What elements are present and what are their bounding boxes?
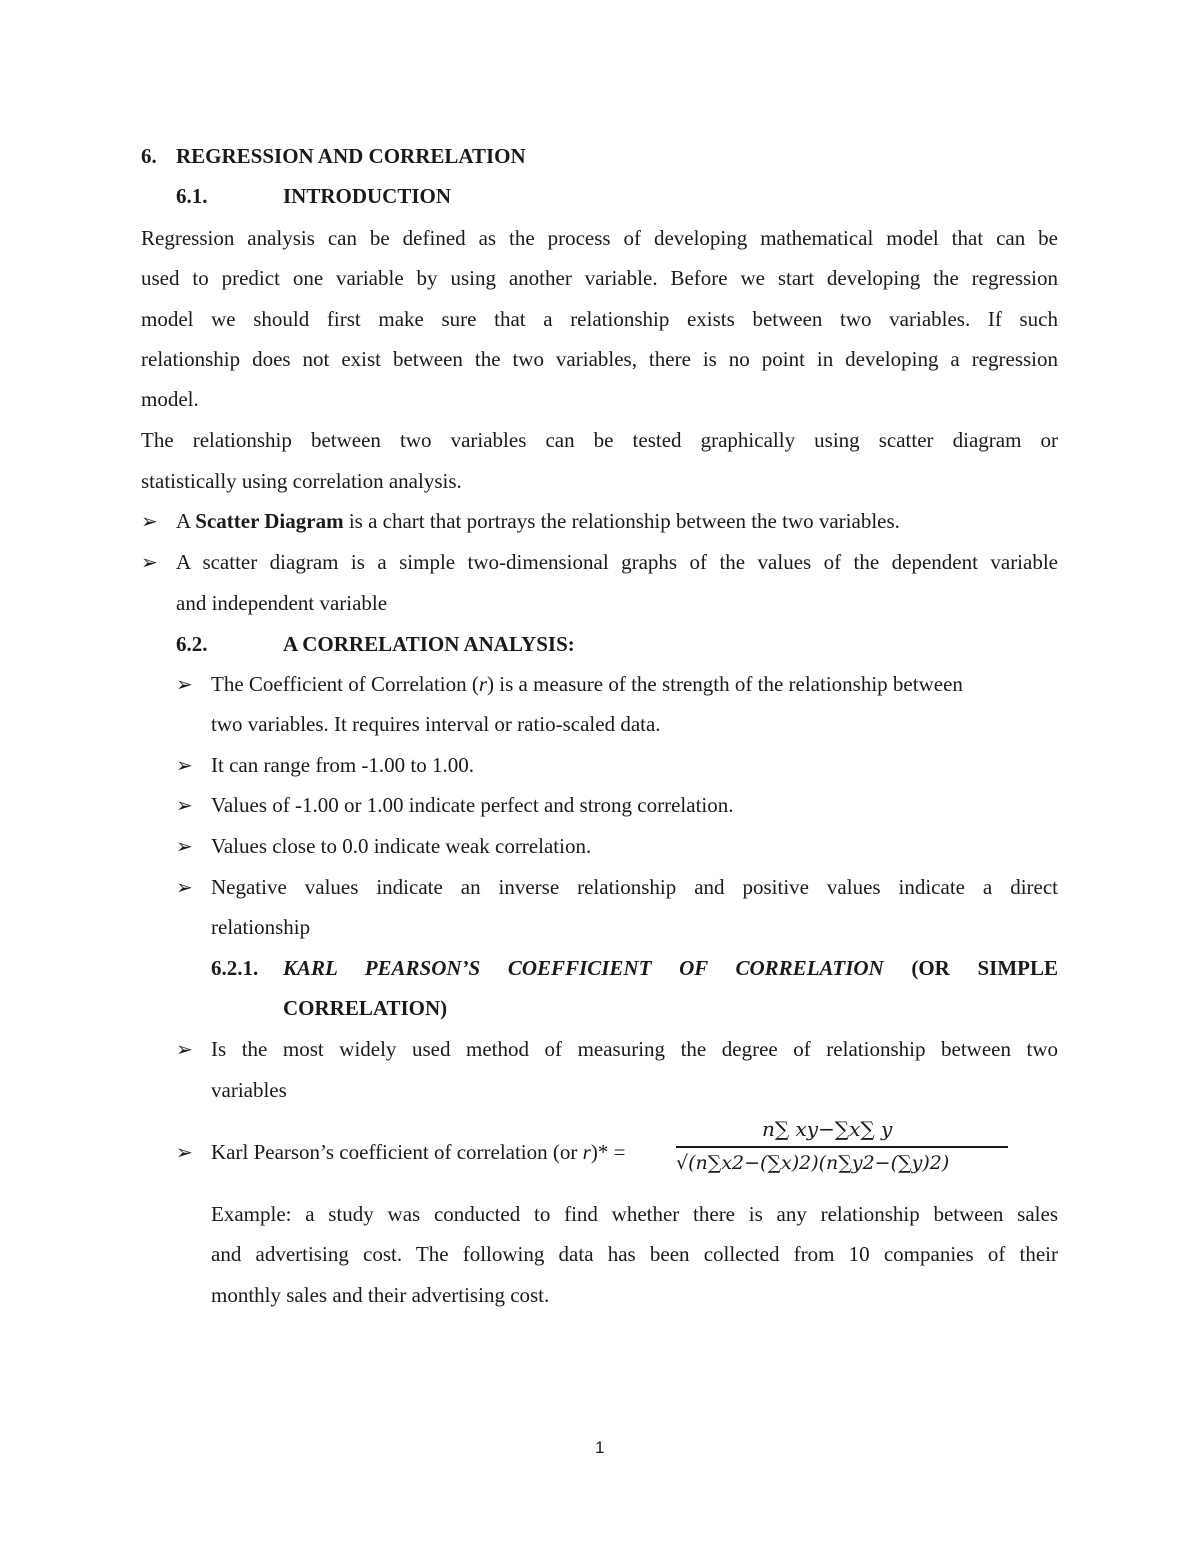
page-number: 1 <box>595 1438 605 1457</box>
scatter-diagram-term: Scatter Diagram <box>195 509 344 533</box>
correlation-bullet5-line2: relationship <box>211 915 311 939</box>
intro-para2-line2: statistically using correlation analysis. <box>141 469 462 493</box>
intro-bullet1-prefix: A <box>176 509 196 533</box>
intro-para1-line2: used to predict one variable by using another variable. Before we start developing the regression <box>141 266 1058 290</box>
formula-numerator: n∑ xy−∑x∑ y <box>762 1117 893 1141</box>
correlation-bullet1-line2: two variables. It requires interval or ratio-scaled data. <box>211 712 661 736</box>
arrow-bullet-icon: ➢ <box>176 753 193 777</box>
intro-para1-line3: model we should first make sure that a relationship exists between two variables. If such <box>141 307 1058 331</box>
correlation-bullet1-line1 <box>211 670 963 698</box>
arrow-bullet-icon: ➢ <box>176 875 193 899</box>
pearson-title-rest: (OR SIMPLE <box>911 956 1058 980</box>
section-number: 6. <box>141 144 157 168</box>
example-line2: and advertising cost. The following data has been collected from 10 companies of their <box>211 1242 1058 1266</box>
intro-para1-line1: Regression analysis can be defined as the process of developing mathematical model that can be <box>141 226 1058 250</box>
example-line1: Example: a study was conducted to find whether there is any relationship between sales <box>211 1202 1058 1226</box>
intro-title: INTRODUCTION <box>283 184 452 208</box>
correlation-bullet2: It can range from -1.00 to 1.00. <box>211 753 475 777</box>
intro-para1-line5: model. <box>141 387 199 411</box>
pearson-number: 6.2.1. <box>211 956 259 980</box>
arrow-bullet-icon: ➢ <box>176 1140 193 1164</box>
arrow-bullet-icon: ➢ <box>141 509 158 533</box>
section-title: REGRESSION AND CORRELATION <box>176 144 526 168</box>
correlation-bullet4: Values close to 0.0 indicate weak correlation. <box>211 834 592 858</box>
correlation-bullet5-line1: Negative values indicate an inverse relationship and positive values indicate a direct <box>211 875 1058 899</box>
pearson-bullet1-line2: variables <box>211 1078 287 1102</box>
example-line3: monthly sales and their advertising cost. <box>211 1283 550 1307</box>
intro-para2-line1: The relationship between two variables can be tested graphically using scatter diagram or <box>141 428 1058 452</box>
intro-number: 6.1. <box>176 184 208 208</box>
intro-bullet2-line1: A scatter diagram is a simple two-dimensional graphs of the values of the dependent variable <box>176 550 1058 574</box>
arrow-bullet-icon: ➢ <box>141 550 158 574</box>
pearson-title-line2: CORRELATION) <box>283 996 448 1020</box>
correlation-bullet3: Values of -1.00 or 1.00 indicate perfect and strong correlation. <box>211 793 734 817</box>
intro-bullet1-rest: is a chart that portrays the relationship between the two variables. <box>343 509 900 533</box>
pearson-bullet2-post: )* = <box>590 1140 626 1164</box>
intro-para1-line4: relationship does not exist between the two variables, there is no point in developing a regression <box>141 347 1058 371</box>
correlation-bullet1-pre: The Coefficient of Correlation ( <box>211 672 479 696</box>
correlation-bullet1-post: ) is a measure of the strength of the relationship between <box>487 672 963 696</box>
pearson-bullet2 <box>211 1138 625 1166</box>
intro-bullet1 <box>176 507 900 535</box>
correlation-title: A CORRELATION ANALYSIS: <box>283 632 575 656</box>
r-symbol: r <box>478 672 488 696</box>
arrow-bullet-icon: ➢ <box>176 793 193 817</box>
arrow-bullet-icon: ➢ <box>176 1037 193 1061</box>
formula-denominator: √(n∑x2−(∑x)2)(n∑y2−(∑y)2) <box>676 1152 950 1174</box>
r-symbol: r <box>582 1140 591 1164</box>
pearson-title-italic: KARL PEARSON’S COEFFICIENT OF CORRELATION <box>283 956 884 980</box>
correlation-number: 6.2. <box>176 632 208 656</box>
intro-bullet2-line2: and independent variable <box>176 591 388 615</box>
pearson-bullet2-pre: Karl Pearson’s coefficient of correlation (or <box>211 1140 583 1164</box>
pearson-title-line1 <box>283 954 1058 982</box>
pearson-bullet1-line1: Is the most widely used method of measuring the degree of relationship between two <box>211 1037 1058 1061</box>
arrow-bullet-icon: ➢ <box>176 834 193 858</box>
arrow-bullet-icon: ➢ <box>176 672 193 696</box>
fraction-bar <box>676 1146 1008 1148</box>
